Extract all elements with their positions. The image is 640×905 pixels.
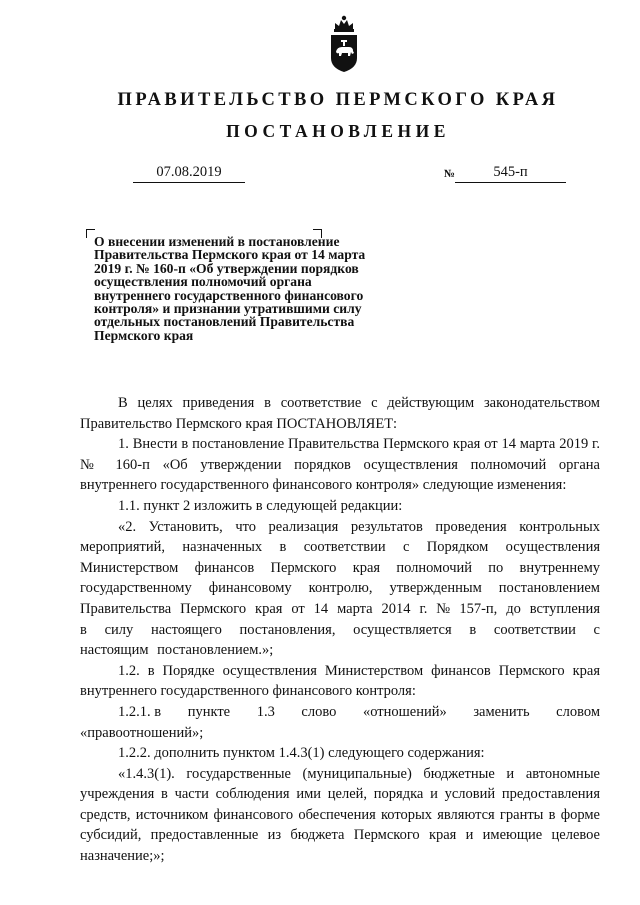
- subject-line: осуществления полномочий органа: [94, 274, 312, 290]
- document-subject: [94, 235, 414, 342]
- subject-line: отдельных постановлений Правительства: [94, 314, 355, 330]
- subject-line: Правительства Пермского края от 14 марта: [94, 247, 366, 263]
- coat-of-arms-icon: [327, 14, 361, 74]
- paragraph-quote-2: «2. Установить, что реализация результатов проведения контрольных мероприятий, назначенных в соответствии с Порядком осуществления Министерством финансов Пермского края полномочий по внутреннему государственному финансовому контролю, утвержденным постановлением Правительства Пермского края от 14 марта 2014 г. № 157-п, до вступления в силу настоящего постановления, осуществляется в соответствии с настоящим постановлением.»;: [80, 518, 600, 659]
- word: пункте: [187, 703, 231, 720]
- paragraph-1-1: 1.1. пункт 2 изложить в следующей редакции:: [118, 497, 403, 514]
- paragraph-1-2: 1.2. в Порядке осуществления Министерством финансов Пермского края внутреннего государственного финансового контроля:: [80, 662, 600, 700]
- word: 1.3: [256, 703, 275, 720]
- organization-title: ПРАВИТЕЛЬСТВО ПЕРМСКОГО КРАЯ: [117, 90, 559, 110]
- paragraph-1-2-1: [80, 702, 600, 723]
- subject-line: О внесении изменений в постановление: [94, 234, 340, 249]
- word: словом: [556, 703, 600, 720]
- word: слово: [301, 703, 337, 720]
- paragraph-1: 1. Внести в постановление Правительства Пермского края от 14 марта 2019 г. № 160-п «Об утверждении порядков осуществления полномочий органа внутреннего государственного финансового контроля» следующие изменения:: [80, 436, 600, 494]
- document-number: 545-п: [455, 163, 566, 183]
- document-type: ПОСТАНОВЛЕНИЕ: [226, 121, 450, 141]
- word: заменить: [473, 703, 530, 720]
- subject-line: внутреннего государственного финансового: [94, 287, 364, 303]
- subject-line: контроля» и признании утратившими силу: [94, 301, 362, 317]
- document-date: 07.08.2019: [133, 163, 245, 183]
- subject-line: 2019 г. № 160-п «Об утверждении порядков: [94, 260, 359, 276]
- paragraph-1-2-2: 1.2.2. дополнить пунктом 1.4.3(1) следующего содержания:: [118, 745, 485, 762]
- paragraph-quote-1-4-3-1: «1.4.3(1). государственные (муниципальные) бюджетные и автономные учреждения в части соблюдения ими целей, порядка и условий предоставления средств, источником финансового обеспечения которых являются гранты в форме субсидий, предоставленные из бюджета Пермского края и имеющие целевое назначение;»;: [80, 765, 600, 865]
- subject-line: Пермского края: [94, 327, 194, 343]
- paragraph-intro: В целях приведения в соответствие с действующим законодательством Правительство Пермского края ПОСТАНОВЛЯЕТ:: [80, 395, 600, 432]
- document-body: [80, 393, 600, 867]
- paragraph-1-2-1-continued: «правоотношений»;: [80, 724, 204, 741]
- word: «отношений»: [362, 703, 447, 720]
- word: 1.2.1. в: [118, 703, 162, 720]
- number-label: №: [444, 168, 456, 180]
